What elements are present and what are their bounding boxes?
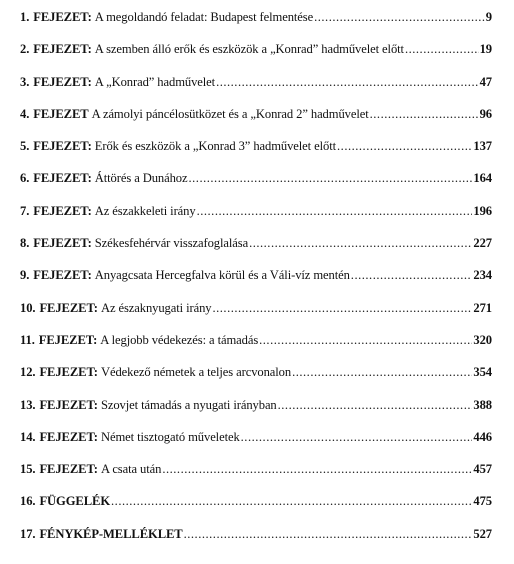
toc-entry-10 [20,301,492,333]
dot-leader [162,462,472,477]
toc-entry-number: 17. [20,526,36,541]
toc-entry-page: 457 [473,462,492,477]
toc-entry-heading: FEJEZET: [33,203,92,218]
toc-entry-number: 14. [20,429,36,444]
toc-entry-number: 1. [20,10,30,24]
dot-leader [278,398,473,413]
toc-entry-number: 8. [20,236,30,251]
toc-entry-page: 196 [473,203,492,218]
toc-entry-heading: FEJEZET: [33,268,92,283]
toc-entry-4 [20,107,492,139]
toc-entry-page: 354 [473,365,492,380]
dot-leader [292,365,472,380]
toc-entry-number: 2. [20,42,30,57]
toc-entry-5 [20,139,492,171]
toc-entry-page: 271 [473,300,492,315]
dot-leader [351,268,473,283]
toc-entry-page: 164 [473,171,492,186]
toc-entry-heading: FEJEZET: [39,462,98,477]
toc-entry-heading: FEJEZET: [39,365,98,380]
toc-entry-number: 4. [20,106,30,121]
toc-entry-title: Védekező németek a teljes arcvonalon [100,365,292,380]
toc-entry-heading: FEJEZET: [39,300,98,315]
toc-entry-page: 227 [473,236,492,251]
toc-entry-13 [20,398,492,430]
toc-entry-heading: FEJEZET: [39,397,98,412]
toc-entry-number: 13. [20,397,36,412]
toc-entry-page: 9 [485,10,492,24]
dot-leader [405,42,479,57]
toc-entry-14 [20,430,492,462]
toc-entry-heading: FEJEZET: [33,74,92,89]
toc-entry-heading: FEJEZET [33,106,89,121]
dot-leader [111,494,472,509]
toc-entry-title: FÜGGELÉK [39,494,111,509]
toc-entry-heading: FEJEZET: [38,332,98,347]
toc-entry-title: Az északkeleti irány [94,203,196,218]
toc-entry-number: 15. [20,462,36,477]
toc-entry-page: 137 [473,139,492,154]
toc-entry-8 [20,236,492,268]
toc-entry-1 [20,10,492,42]
toc-entry-number: 6. [20,171,30,186]
dot-leader [241,430,473,445]
toc-entry-heading: FEJEZET: [33,42,92,57]
dot-leader [337,139,472,154]
toc-entry-title: Erők és eszközök a „Konrad 3” hadművelet előtt [94,139,337,154]
toc-entry-17 [20,527,492,559]
toc-entry-page: 475 [473,494,492,509]
toc-entry-heading: FEJEZET: [39,429,98,444]
dot-leader [197,204,473,219]
toc-entry-page: 388 [473,397,492,412]
toc-entry-title: Áttörés a Dunához [94,171,188,186]
toc-entry-12 [20,365,492,397]
toc-entry-page: 446 [473,429,492,444]
toc-entry-title: Székesfehérvár visszafoglalása [94,236,249,251]
toc-entry-title: A „Konrad” hadművelet [94,74,216,89]
toc-entry-title: Szovjet támadás a nyugati irányban [100,397,277,412]
dot-leader [259,333,472,348]
toc-entry-title: Anyagcsata Hercegfalva körül és a Váli-víz mentén [94,268,350,283]
toc-entry-heading: FEJEZET: [33,171,92,186]
toc-entry-title: Német tisztogató műveletek [100,429,240,444]
dot-leader [314,10,485,25]
toc-entry-page: 527 [473,526,492,541]
toc-entry-heading: FEJEZET: [33,10,92,24]
toc-entry-title: A zámolyi páncélosütközet és a „Konrad 2” hadművelet [91,106,369,121]
toc-entry-heading: FEJEZET: [33,236,92,251]
toc-entry-page: 96 [479,106,492,121]
toc-entry-2 [20,42,492,74]
toc-entry-title: Az északnyugati irány [100,300,212,315]
dot-leader [184,527,473,542]
toc-entry-16 [20,494,492,526]
toc-entry-number: 9. [20,268,30,283]
toc-entry-title: A megoldandó feladat: Budapest felmentése [94,10,314,24]
toc-entry-title: FÉNYKÉP-MELLÉKLET [39,526,183,541]
toc-entry-number: 7. [20,203,30,218]
toc-entry-heading: FEJEZET: [33,139,92,154]
toc-entry-page: 47 [479,74,492,89]
table-of-contents [20,10,492,559]
toc-entry-11 [20,333,492,365]
dot-leader [189,171,473,186]
dot-leader [216,75,479,90]
toc-entry-number: 5. [20,139,30,154]
toc-entry-number: 16. [20,494,36,509]
dot-leader [370,107,479,122]
toc-entry-page: 19 [479,42,492,57]
toc-entry-number: 11. [20,332,35,347]
toc-entry-6 [20,171,492,203]
toc-entry-title: A csata után [100,462,162,477]
toc-entry-number: 10. [20,300,36,315]
toc-entry-number: 12. [20,365,36,380]
toc-entry-9 [20,268,492,300]
toc-entry-number: 3. [20,74,30,89]
dot-leader [249,236,472,251]
dot-leader [212,301,472,316]
toc-entry-7 [20,204,492,236]
toc-entry-page: 320 [473,332,492,347]
toc-entry-title: A szemben álló erők és eszközök a „Konrad” hadművelet előtt [94,42,404,57]
toc-entry-page: 234 [473,268,492,283]
toc-entry-title: A legjobb védekezés: a támadás [100,332,259,347]
toc-entry-15 [20,462,492,494]
toc-entry-3 [20,75,492,107]
